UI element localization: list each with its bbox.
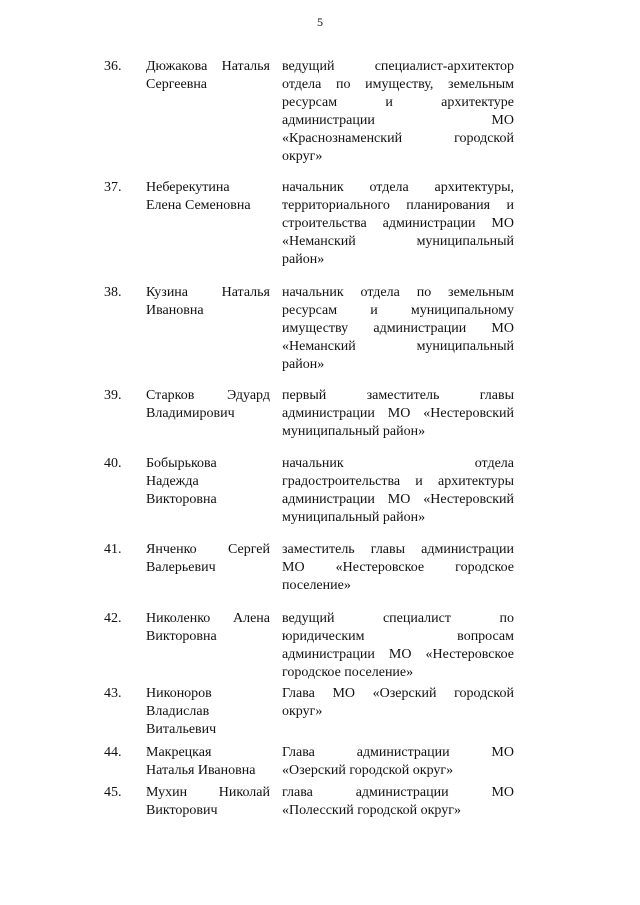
position-title xyxy=(282,58,514,166)
position-title xyxy=(282,284,514,374)
name-line: Витальевич xyxy=(146,722,217,737)
position-line: район» xyxy=(282,252,325,267)
position-title xyxy=(282,744,514,780)
name-line: Викторовна xyxy=(146,492,217,507)
position-line: ведущий специалист по xyxy=(282,611,514,626)
name-line: Кузина Наталья xyxy=(146,285,270,300)
position-line: начальник отдела по земельным xyxy=(282,285,514,300)
position-title xyxy=(282,179,514,269)
position-line: юридическим вопросам xyxy=(282,629,514,644)
name-line: Николенко Алена xyxy=(146,611,270,626)
position-line: муниципальный район» xyxy=(282,424,426,439)
position-title xyxy=(282,685,514,721)
name-line: Викторович xyxy=(146,803,218,818)
position-line: строительства администрации МО xyxy=(282,216,514,231)
name-line: Янченко Сергей xyxy=(146,542,270,557)
position-line: ресурсам и муниципальному xyxy=(282,303,514,318)
name-line: Ивановна xyxy=(146,303,204,318)
name-line: Старков Эдуард xyxy=(146,388,270,403)
person-name xyxy=(146,387,270,423)
name-line: Владислав xyxy=(146,704,210,719)
position-line: муниципальный район» xyxy=(282,510,426,525)
position-line: поселение» xyxy=(282,578,351,593)
position-line: начальник отдела архитектуры, xyxy=(282,180,514,195)
position-line: ресурсам и архитектуре xyxy=(282,95,514,110)
entry-number: 36. xyxy=(104,59,122,74)
entry-number: 39. xyxy=(104,388,122,403)
name-line: Мухин Николай xyxy=(146,785,270,800)
person-name xyxy=(146,610,270,646)
position-line: «Полесский городской округ» xyxy=(282,803,461,818)
name-line: Неберекутина xyxy=(146,180,230,195)
name-line: Валерьевич xyxy=(146,560,216,575)
position-line: Глава МО «Озерский городской xyxy=(282,686,514,701)
position-line: округ» xyxy=(282,704,323,719)
person-name xyxy=(146,179,270,215)
person-name xyxy=(146,284,270,320)
entry-number: 41. xyxy=(104,542,122,557)
entry-number: 42. xyxy=(104,611,122,626)
position-title xyxy=(282,387,514,441)
entry-number: 37. xyxy=(104,180,122,195)
position-line: «Неманский муниципальный xyxy=(282,339,514,354)
entry-number: 45. xyxy=(104,785,122,800)
position-line: «Озерский городской округ» xyxy=(282,763,454,778)
person-name xyxy=(146,784,270,820)
position-line: первый заместитель главы xyxy=(282,388,514,403)
page-number: 5 xyxy=(317,15,323,29)
entry-number: 43. xyxy=(104,686,122,701)
position-line: район» xyxy=(282,357,325,372)
person-name xyxy=(146,58,270,94)
name-line: Надежда xyxy=(146,474,199,489)
position-title xyxy=(282,455,514,527)
position-line: градостроительства и архитектуры xyxy=(282,474,514,489)
position-line: администрации МО «Нестеровский xyxy=(282,406,514,421)
entry-number: 44. xyxy=(104,745,122,760)
position-line: глава администрации МО xyxy=(282,785,514,800)
position-line: МО «Нестеровское городское xyxy=(282,560,514,575)
name-line: Сергеевна xyxy=(146,77,208,92)
name-line: Бобырькова xyxy=(146,456,217,471)
position-line: отдела по имуществу, земельным xyxy=(282,77,514,92)
position-line: ведущий специалист-архитектор xyxy=(282,59,514,74)
name-line: Викторовна xyxy=(146,629,217,644)
name-line: Наталья Ивановна xyxy=(146,763,256,778)
person-name xyxy=(146,541,270,577)
position-line: администрации МО «Нестеровское xyxy=(282,647,514,662)
name-line: Никоноров xyxy=(146,686,212,701)
position-line: округ» xyxy=(282,149,323,164)
position-line: «Неманский муниципальный xyxy=(282,234,514,249)
position-line: начальник отдела xyxy=(282,456,514,471)
name-line: Владимирович xyxy=(146,406,235,421)
name-line: Макрецкая xyxy=(146,745,212,760)
entry-number: 38. xyxy=(104,285,122,300)
entry-number: 40. xyxy=(104,456,122,471)
position-line: Глава администрации МО xyxy=(282,745,514,760)
position-line: «Краснознаменский городской xyxy=(282,131,514,146)
position-title xyxy=(282,541,514,595)
person-name xyxy=(146,455,270,509)
name-line: Елена Семеновна xyxy=(146,198,251,213)
position-title xyxy=(282,610,514,682)
position-line: администрации МО xyxy=(282,113,514,128)
position-line: заместитель главы администрации xyxy=(282,542,514,557)
person-name xyxy=(146,685,270,739)
position-line: территориального планирования и xyxy=(282,198,514,213)
person-name xyxy=(146,744,270,780)
position-line: администрации МО «Нестеровский xyxy=(282,492,514,507)
name-line: Дюжакова Наталья xyxy=(146,59,270,74)
position-line: городское поселение» xyxy=(282,665,414,680)
position-title xyxy=(282,784,514,820)
position-line: имуществу администрации МО xyxy=(282,321,514,336)
